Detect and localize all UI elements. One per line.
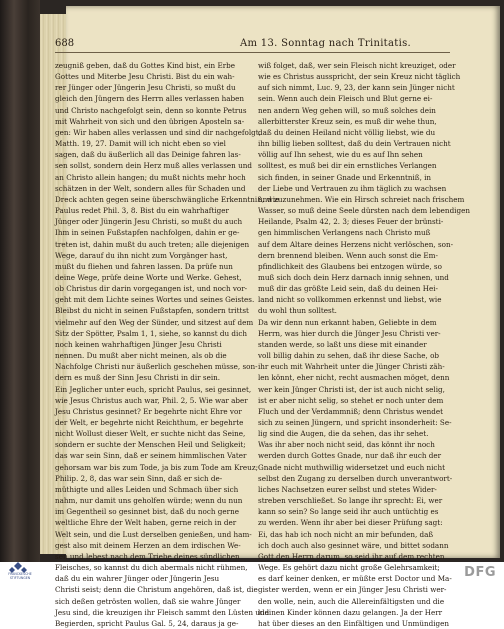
text-line: werden durch Gottes Gnade, nur daß ihr euch der xyxy=(258,451,442,461)
text-line: Ein Jeglicher unter euch, spricht Paulus, sei gesinnet, xyxy=(55,384,252,394)
text-line: sich deßen getrösten wollen, daß sie wahre Jünger xyxy=(55,596,241,606)
text-line: gehorsam war bis zum Tode, ja bis zum Tode am Kreuz; xyxy=(55,462,259,472)
text-line: Ei, das hab ich noch nicht an mir befunden, daß xyxy=(258,529,434,539)
text-line: zu werden. Wenn ihr aber bei dieser Prüfung sagt: xyxy=(258,518,443,528)
text-line: gen himmlischen Verlangens nach Christo muß xyxy=(258,228,431,238)
text-line: sich zu seinen Jüngern, und spricht insonderheit: Se- xyxy=(258,418,452,427)
text-line: sagen, daß du äußerlich all das Deinige fahren las- xyxy=(55,150,241,160)
text-line: völlig auf Ihn sehest, wie du es auf Ihn sehen xyxy=(258,150,423,160)
text-line: Gnade nicht muthwillig widersetzet und euch nicht xyxy=(258,462,445,472)
text-line: hat über dieses an den Einfältigen und Unmündigen xyxy=(258,618,449,628)
text-line: das war sein Sinn, daß er seinem himmlischen Vater xyxy=(55,451,247,461)
text-line: Was ihr aber noch nicht seid, das könnt ihr noch xyxy=(258,440,435,450)
text-line: zeugniß geben, daß du Gottes Kind bist, ein Erbe xyxy=(55,61,235,70)
text-line: Da wir denn nun erkannt haben, Geliebte in dem xyxy=(258,317,437,327)
text-line: mußt du fliehen und fahren lassen. Da prüfe nun xyxy=(55,261,233,271)
text-line: an Christo allein hangen; du mußt nichts mehr hoch xyxy=(55,172,246,182)
text-line: Begierden, spricht Paulus Gal. 5, 24, daraus ja ge- xyxy=(55,618,239,628)
text-line: Nachfolge Christi nur äußerlich geschehen müsse, son- xyxy=(55,362,258,372)
text-line: land nicht so vollkommen erkennst und liebst, wie xyxy=(258,295,442,305)
text-line: und Christo nachgefolgt sein, denn so konnte Petrus xyxy=(55,105,247,115)
text-line: müthigte und alles Leiden und Schmach über sich xyxy=(55,484,239,494)
text-line: Christi seist; denn die Christum angehören, daß ist, die xyxy=(55,585,258,595)
text-line: schätzen in der Welt, sondern alles für Schaden und xyxy=(55,183,246,193)
text-line: ihr euch mit Wahrheit unter die Jünger Christi zäh- xyxy=(258,362,445,372)
text-line: wiß folget, daß, wer sein Fleisch nicht kreuziget, oder xyxy=(258,61,456,70)
text-line: gister werden, wenn er ein Jünger Jesu Christi wer- xyxy=(258,585,447,595)
text-line: gleich den Jüngern des Herrn alles verlassen haben xyxy=(55,94,245,104)
text-line: Jesu Christus gesinnet? Er begehrte nicht Ehre vor xyxy=(55,406,242,416)
text-line: sondern er suchte der Menschen Heil und Seligkeit; xyxy=(55,440,246,450)
text-line: solltest, es muß bei dir ein ernstliches Verlangen xyxy=(258,161,437,171)
text-line: muß sich doch dein Herz darnach innig sehnen, und xyxy=(258,272,449,282)
text-line: Fleisches, so kannst du dich abermals nicht rühmen, xyxy=(55,563,248,573)
text-line: Bleibst du nicht in seinen Fußstapfen, sondern trittst xyxy=(55,306,249,316)
running-title: Am 13. Sonntag nach Trinitatis. xyxy=(240,38,411,49)
text-line: Jesu sind, die kreuzigen ihr Fleisch sammt den Lüsten und xyxy=(55,607,270,617)
text-line: voll billig dahin zu sehen, daß ihr diese Sache, ob xyxy=(258,351,440,361)
text-line: noch keinen wahrhaftigen Jünger Jesu Christi xyxy=(55,339,222,349)
text-line: streben verschließet. So lange ihr sprecht: Ei, wer xyxy=(258,496,443,506)
text-line: gest also mit deinem Herzen an dem irdischen We- xyxy=(55,540,241,550)
text-line: Wasser, so muß deine Seele dürsten nach dem lebendigen xyxy=(258,206,470,216)
text-line: pfindlichkeit des Glaubens bei entzogen würde, so xyxy=(258,261,442,271)
header-rule xyxy=(55,52,450,53)
text-line: kleinen Kinder können dazu gelangen. Ja der Herr xyxy=(258,607,443,617)
text-line: nicht Wollust dieser Welt, er suchte nicht das Seine, xyxy=(55,429,246,439)
text-line: dern es muß der Sinn Jesu Christi in dir sein. xyxy=(55,373,221,383)
text-line: nahm, nur damit uns geholfen würde; wenn du nun xyxy=(55,496,243,506)
text-line: Gottes und Miterbe Jesu Christi. Bist du ein wah- xyxy=(55,72,235,82)
text-line: sein. Wenn auch dein Fleisch und Blut gerne ei- xyxy=(258,94,433,104)
book-spine xyxy=(0,0,40,562)
text-line: Paulus redet Phil. 3, 8. Bist du ein wahrhaftiger xyxy=(55,206,229,216)
text-line: sen und lebest nach dem Triebe deines sündlichen xyxy=(55,551,240,561)
text-line: treten ist, dahin mußt du auch treten; alle diejenigen xyxy=(55,239,250,249)
text-line: Welt sein, und die Lust derselben genießen, und ham- xyxy=(55,529,252,539)
text-line: Fluch und der Verdammniß; denn Christus wendet xyxy=(258,406,443,416)
text-line: im Gegentheil so gesinnet bist, daß du noch gerne xyxy=(55,507,239,517)
text-line: nennen. Du mußt aber nicht meinen, als ob die xyxy=(55,351,227,361)
text-line: Sitz der Spötter, Psalm 1, 1, siehe, so kannst du dich xyxy=(55,328,247,338)
text-line: daß du ein wahrer Jünger oder Jüngerin Jesu xyxy=(55,574,220,584)
text-line: wer kein Jünger Christi ist, der ist auch nicht selig, xyxy=(258,384,445,394)
text-line: len könnt, eher nicht, recht ausmachen möget, denn xyxy=(258,373,450,383)
text-column-left xyxy=(55,60,280,628)
text-line: sen sollst, sondern dein Herz muß alles verlassen und xyxy=(55,161,252,171)
text-line: Ihm in seinen Fußstapfen nachfolgen, dahin er ge- xyxy=(55,228,240,238)
text-line: Gott den Herrn darum, so seid ihr auf dem rechten xyxy=(258,551,445,561)
text-line: standen werde, so laßt uns diese mit einander xyxy=(258,339,427,349)
text-line: selbst den Zugang zu derselben durch unverantwort- xyxy=(258,473,453,483)
text-line: nen andern Weg gehen will, so muß solches dein xyxy=(258,105,436,115)
text-line: ich doch auch also gesinnet wäre, und bittet sodann xyxy=(258,540,449,550)
text-line: ob Christus dir darin vorgegangen ist, und noch vor- xyxy=(55,284,248,294)
page-number: 688 xyxy=(55,38,75,49)
text-line: Herrn, was hier durch die Jünger Jesu Christi ver- xyxy=(258,328,441,338)
text-line: Wege, darauf du ihn nicht zum Vorgänger hast, xyxy=(55,250,228,260)
text-line: lig sind die Augen, die da sehen, das ihr sehet. xyxy=(258,429,429,439)
text-line: Philip. 2, 8, das war sein Sinn, daß er sich de- xyxy=(55,473,223,483)
text-line: wie Jesus Christus auch war, Phil. 2, 5. Wie war aber xyxy=(55,395,248,405)
text-line: weltliche Ehre der Welt haben, gerne reich in der xyxy=(55,518,237,528)
text-line: deine Wege, prüfe deine Worte und Werke. Gehest, xyxy=(55,272,242,282)
text-line: auf sich nimmt, Luc. 9, 23, der kann sein Jünger nicht xyxy=(258,83,455,93)
text-line: und zuzunehmen. Wie ein Hirsch schreiet nach frischem xyxy=(258,194,465,204)
text-line: kann so sein? So lange seid ihr auch untüchtig es xyxy=(258,507,439,517)
text-line: der Welt, er begehrte nicht Reichthum, er begehrte xyxy=(55,418,244,427)
text-line: der Liebe und Vertrauen zu ihm täglich zu wachsen xyxy=(258,183,447,193)
text-line: dern brennend bleiben. Wenn auch sonst die Em- xyxy=(258,250,438,260)
text-line: den wolle, nein, auch die Allereinfältigsten und die xyxy=(258,596,445,606)
text-line: liches Nachsetzen eurer selbst und stetes Wider- xyxy=(258,484,437,494)
text-line: Matth. 19, 27. Damit will ich nicht eben so viel xyxy=(55,139,226,149)
library-logo-text: FRANCKESCHE STIFTUNGEN xyxy=(8,572,32,580)
text-line: Jünger oder Jüngerin Jesu Christi, so mußt du auch xyxy=(55,217,243,227)
text-line: sich finden, in seiner Gnade und Erkenntniß, in xyxy=(258,172,432,182)
text-line: gen: Wir haben alles verlassen und sind dir nachgefolgt, xyxy=(55,127,261,137)
text-line: mit Wahrheit von sich und den übrigen Aposteln sa- xyxy=(55,116,245,126)
text-line: ist er aber nicht selig, so stehet er noch unter dem xyxy=(258,395,444,405)
text-line: du wohl thun solltest. xyxy=(258,306,337,316)
text-line: allerbitterster Kreuz sein, es muß dir wehe thun, xyxy=(258,116,437,126)
dfg-logo: DFG xyxy=(464,565,496,580)
text-line: vielmehr auf den Weg der Sünder, und sitzest auf dem xyxy=(55,317,254,327)
text-line: rer Jünger oder Jüngerin Jesu Christi, so mußt du xyxy=(55,83,236,93)
text-line: geht mit dem Lichte seines Wortes und seines Geistes. xyxy=(55,295,255,305)
text-line: ihn billig lieben solltest, daß du dein Vertrauen nicht xyxy=(258,139,451,149)
running-header xyxy=(55,38,455,56)
text-line: Wege. Es gehört dazu nicht große Gelehrsamkeit; xyxy=(258,563,440,573)
text-line: es darf keiner denken, er müßte erst Doctor und Ma- xyxy=(258,574,452,584)
text-line: daß du deinen Heiland nicht völlig liebst, wie du xyxy=(258,127,436,137)
text-line: Dreck achten gegen seine überschwängliche Erkenntniß, wie xyxy=(55,194,280,204)
text-line: auf dem Altare deines Herzens nicht verlöschen, son- xyxy=(258,239,454,249)
text-line: wie es Christus ausspricht, der sein Kreuz nicht täglich xyxy=(258,72,461,82)
text-line: Heilande, Psalm 42, 2. 3; dieses Feuer der brünsti- xyxy=(258,217,444,227)
text-column-right xyxy=(258,60,470,628)
text-line: muß dir das größte Leid sein, daß du deinen Hei- xyxy=(258,284,438,294)
